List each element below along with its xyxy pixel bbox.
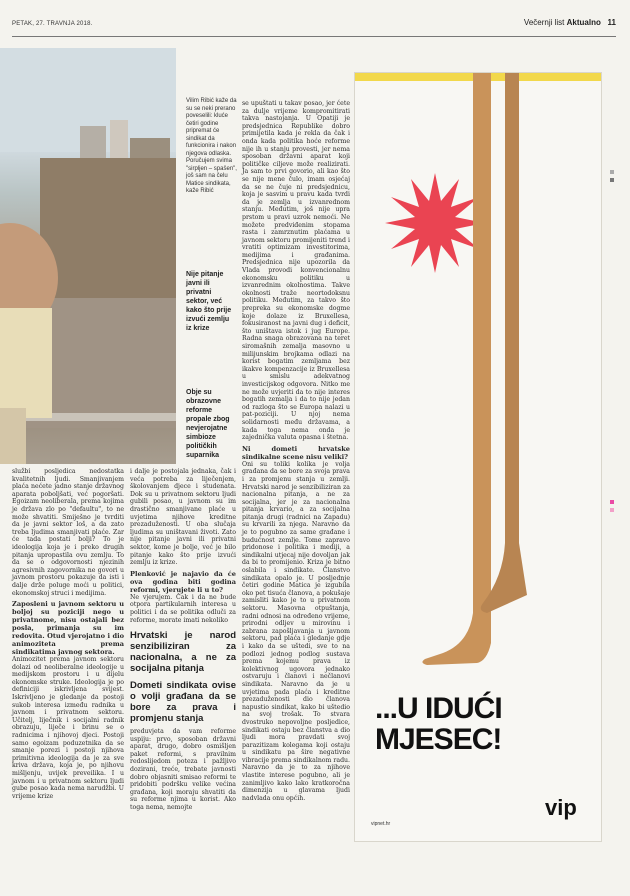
ad-headline-line-1: ...U IDUĆI [375,692,502,725]
interview-question: Plenković je najavio da će ova godina biti godina reformi, vjerujete li u to? [130,569,236,594]
page-number: 11 [607,18,616,27]
issue-date: PETAK, 27. TRAVNJA 2018. [12,21,93,27]
subheading-2: Dometi sindikata ovise o volji građana da se bore za prava i promjenu stanja [130,680,236,725]
page-marker-icon [610,508,614,512]
interview-question: Ni dometi hrvatske sindikalne scene nisu veliki? [242,444,350,461]
paragraph: preduvjeta da vam reforme uspiju: prvo, sposoban državni aparat, drugo, dobro osmišljen paket reformi, s pravilnim redoslijedom poteza i pažljivo dozirani, treće, trebate javnosti dobro objasniti smisao reformi te pridobiti podršku velike većina građana, koji moraju shvatiti da su reforme njima u korist. Ako toga nema, nemojte [130,728,236,812]
vip-advertisement[interactable] [354,72,602,842]
header-section [524,18,616,27]
subheading-1: Hrvatski je narod senzibiliziran za nacionalna, a ne za socijalna pitanja [130,630,236,675]
ad-url-link[interactable]: vipnet.hr [371,821,391,827]
article-column-2 [130,468,236,812]
paragraph: i dalje je postojala jednaka, čak i veća potreba za liječenjem, školovanjem djece i studenata. Dok su u privatnom sektoru ljudi gubili posao, u javnom su im drastično smanjivane plaće u uvjetima njihove kreditne prezaduženosti. U oba slučaja ljudima su uništavani životi. Zato nije pitanje javni ili privatni sektor, kome je bolje, već je bilo pitanje kako što prije izvući zemlju iz krize. [130,468,236,567]
pull-quote-1: Nije pitanje javni ili privatni sektor, već kako što prije izvući zemlju iz krize [186,271,232,332]
paragraph: Ne vjerujem. Čak i da ne bude otpora partikularnih interesa u politici i da se politika odluči za reforme, morate imati nekoliko [130,593,236,624]
paragraph: Animozitet prema javnom sektoru dolazi od neoliberalne ideologije u medijskom prostoru i u dijelu ekonomske struke. Ideologija je po definiciji iskrivljena svijest. Iskrivljeno je gledanje da postoji sukob interesa između radnika u javnom i privatnom sektoru. Učitelj, liječnik i socijalni radnik obrazuju, liječe i brinu se o radnicima i njihovoj djeci. Postoji samo egoizam poduzetnika da se smanje porezi i postoji njihova primitivna ideologija da je za sve kriva država, koja je, po njihovu mišljenju, uvijek preveilika. I u javnom i u privatnom sektoru ljudi gube posao kada nema narudžbi. U vrijeme krize [12,656,124,800]
page-marker-icon [610,170,614,174]
article-column-1 [12,468,124,800]
paragraph: službi posljedica nedostatka kvalitetnih ljudi. Smanjivanjem plaća nećete jadno stanje državnog aparata poboljšati, već pogoršati. Egoizam neoliberala, prema kojima je država zlo po "defaultu", to ne može shvatiti. Smiješno je tvrditi da je javni sektor loš, a da zato treba ljudima smanjivati plaće. Zar će tada postati bolji? To je ideologija koja je i preko drugih pitanja upropastila ovu zemlju. To da se o odgovornosti njezinih agresivnih zagovornika ne govori u javnom prostoru pokazuje da isti i dalje drže poluge moći u politici, ekonomskoj struci i medijima. [12,468,124,597]
photo-caption: Vilim Ribić kaže da su se neki prerano poveselili: kluće četiri godine pripremat će sindikat da funkcionira i nakon njegova odlaska. Poručujem svima "sirpljen – spašen", još sam na čelu Matice sindikata, kaže Ribić [186,98,237,194]
star-burst-icon [385,173,485,273]
ad-headline [375,693,502,755]
vip-logo: vip [545,795,577,820]
interview-question: Zaposleni u javnom sektoru u boljoj su poziciji nego u privatnome, nisu ostajali bez posla, primanja su im redovita. Otud vjerojatno i dio animoziteta prema sindikatima javnog sektora. [12,600,124,657]
section-name: Aktualno [566,18,601,27]
article-column-3 [242,100,350,802]
ad-headline-line-2: MJESEC! [375,723,502,756]
page-header [0,0,630,44]
page-marker-icon [610,500,614,504]
pull-quote-2: Obje su obrazovne reforme propale zbog nevjerojatne simbioze političkih suparnika [186,389,230,459]
paragraph: Oni su toliki kolika je volja građana da se bore za svoja prava i za promjenu stanja u zemlji. Hrvatski narod je senzibiliziran za nacionalna pitanja, a ne za socijalna, jer je za nacionalna pitanja krvario, a za socijalna pitanja drugi (radnici na Zapadu) su krvarili za njega. Naravno da je to pogubno za same građane i budućnost zemlje. Tome zapravo pridonose i politika i mediji, a sindikalni utjecaj nije dovoljan jak da bi to promijenio. Kriza je bitno oslabila i sindikate. Članstvo sindikata opalo je. U posljednje četiri godine Matica je izgubila oko pet tisuća članova, a pokušaje zamisliti kako je to u privatnom sektoru. Masovna otpuštanja, radni odnosi na određeno vrijeme, prirodni odljev u mirovinu i zabrana zapošljavanja u javnom sektoru, pad plaća i gledanje gdje i kako da se uštedi, sve to na podlozi jednog podlog sustava prema kojemu prava iz kolektivnog ugovora jednako ostvaruju i članovi i nečlanovi sindikata. Naravno da je u uvjetima pada plaća i kreditne prezaduženosti dio članova napustio sindikat, kako bi uštedio na svoj trošak. To stvara dvostruko nepovoljne posljedice, sindikati ostaju bez članstva a dio ljudi mora pravdati svoj parazitizam kolegama koji ostaju u sindikatu pa šire negativne vibracije prema sindikalnom radu. Naravno da je to za njihove vlastite interese pogubno, ali je zanimljivo kako lako kratkoročna dimenzija u glavama ljudi nadvlada onu općih. [242,460,350,802]
paper-name: Večernji list [523,18,565,27]
interview-photo [0,48,176,464]
page-marker-icon [610,178,614,182]
paragraph: se upuštati u takav posao, jer ćete za dulje vrijeme kompromitirati takva nastojanja. U Opatiji je predsjednica Republike dobro primijetila kada je rekla da čak i onda kada politika hoće reforme nije ih u stanju provesti, jer nema sposoban državni aparat koji političke ciljeve može realizirati. Ja sam to prvi govorio, ali kao što se nije mene čulo, imam osjećaj da se ne čuje ni predsjednicu, koja je sasvim u pravu kada tvrdi da je zemlja u izvanrednom stanju. Međutim, još nije upra prstom u pravi uzrok nemoći. Ne možete predviđenim stopama rasta i zamrznutim plaćama u javnom sektoru promijeniti trend i vratiti optimizam investitorima, medijima i građanima. Predsjednica nije upozorila da Vlada provodi konvencionalnu ekonomsku politiku u izvanrednim okolnostima. Takve okolnosti traže neortodoksnu politiku. Međutim, za takvo što prepreka su ekonomske dogme koje dolaze iz Bruxellesa, fokusiranost na javni dug i deficit, što uništava istok i jug Europe. Radna snaga obrazovana na teret siromašnih zemalja masovno u milijunskim brojkama odlazi na korist bogatim zemljama bez ikakve kompenzacije iz Bruxellesa u smislu adekvatnog investicijskog odgovora. Nitko me ne može uvjeriti da to nije interes bogatih zemalja i da to nije jedan od razloga što se Europa nalazi u pat-poziciji. U njoj nema solidarnosti među državama, a kada toga nema onda je zajednička valuta opasna i štetna. [242,100,350,442]
header-rule [12,36,616,37]
